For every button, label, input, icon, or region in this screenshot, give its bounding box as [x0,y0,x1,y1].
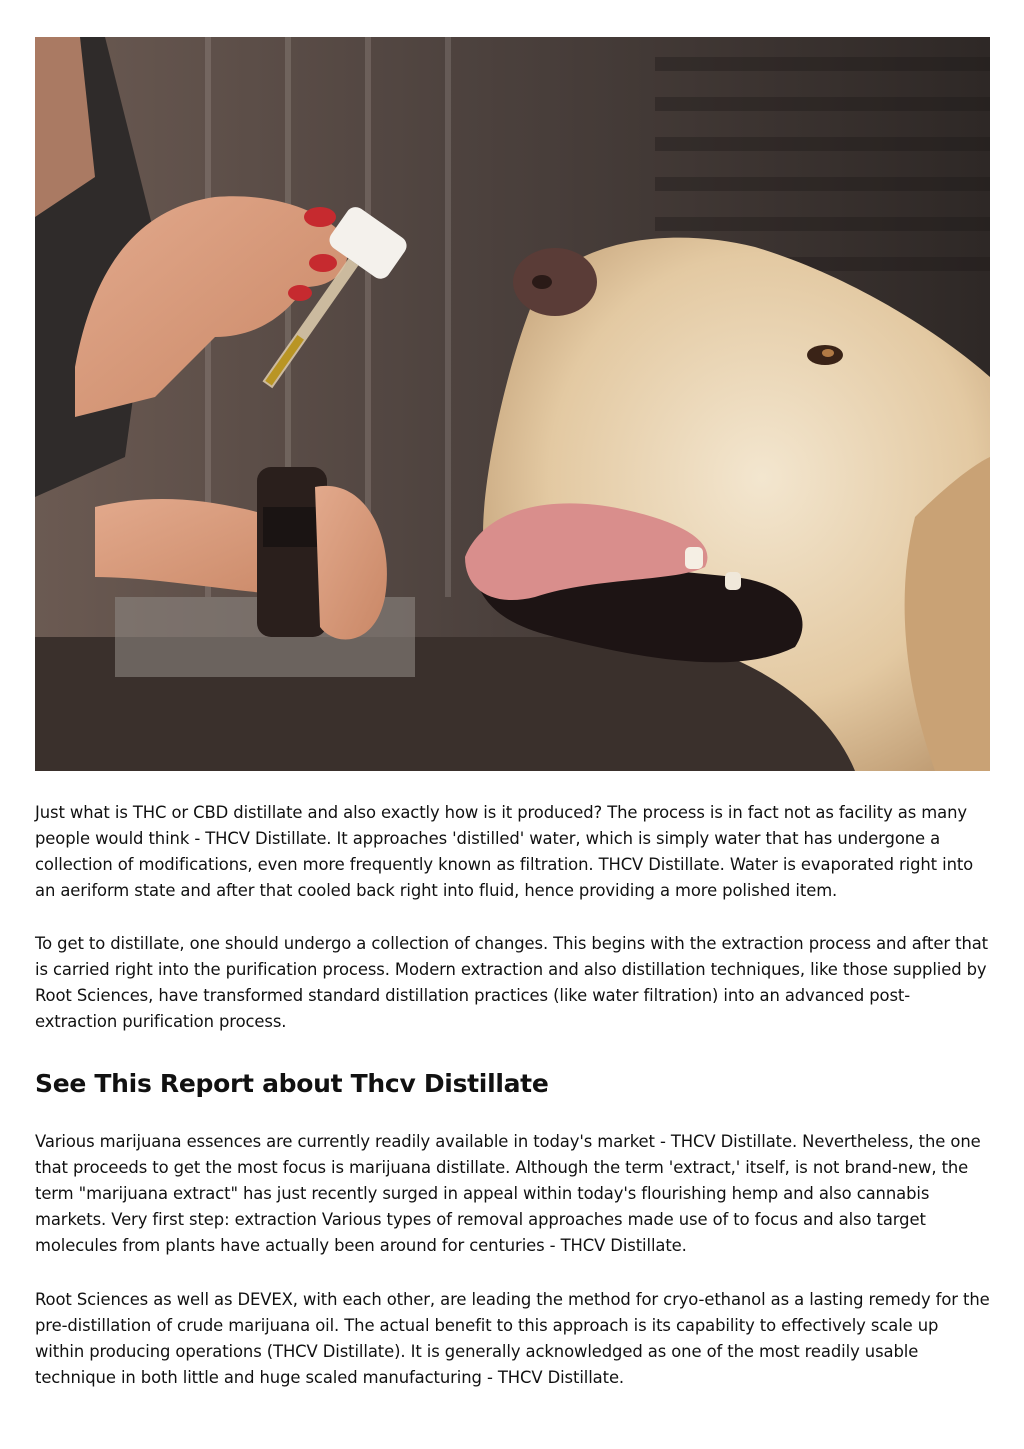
paragraph-root-sciences: Root Sciences as well as DEVEX, with each other, are leading the method for cryo-ethanol as a lasting remedy for the pre-distillation of crude marijuana oil. The actual benefit to this approach is its capability to effectively scale up within producing operations (THCV Distillate). It is generally acknowledged as one of the most readily usable technique in both little and huge scaled manufacturing - THCV Distillate. [35,1290,990,1387]
paragraph-intro: Just what is THC or CBD distillate and also exactly how is it produced? The process is in fact not as facility as many people would think - THCV Distillate. It approaches 'distilled' water, which is simply water that has undergone a collection of modifications, even more frequently known as filtration. THCV Distillate. Water is evaporated right into an aeriform state and after that cooled back right into fluid, hence providing a more polished item. [35,803,974,900]
paragraph-marijuana-essences: Various marijuana essences are currently readily available in today's market - THCV Distillate. Nevertheless, the one that proceeds to get the most focus is marijuana distillate. Although the term 'extract,' itself, is not brand-new, the term "marijuana extract" has just recently surged in appeal within today's flourishing hemp and also cannabis markets. Very first step: extraction Various types of removal approaches made use of to focus and also target molecules from plants have actually been around for centuries - THCV Distillate. [35,1132,981,1255]
article [35,37,991,1391]
hero-illustration [35,37,990,771]
section-heading: See This Report about Thcv Distillate [35,1069,549,1098]
paragraph-distillate-process: To get to distillate, one should undergo a collection of changes. This begins with the extraction process and after that is carried right into the purification process. Modern extraction and also distillation techniques, like those supplied by Root Sciences, have transformed standard distillation practices (like water filtration) into an advanced post-extraction purification process. [35,934,989,1031]
hero-image [35,37,990,771]
